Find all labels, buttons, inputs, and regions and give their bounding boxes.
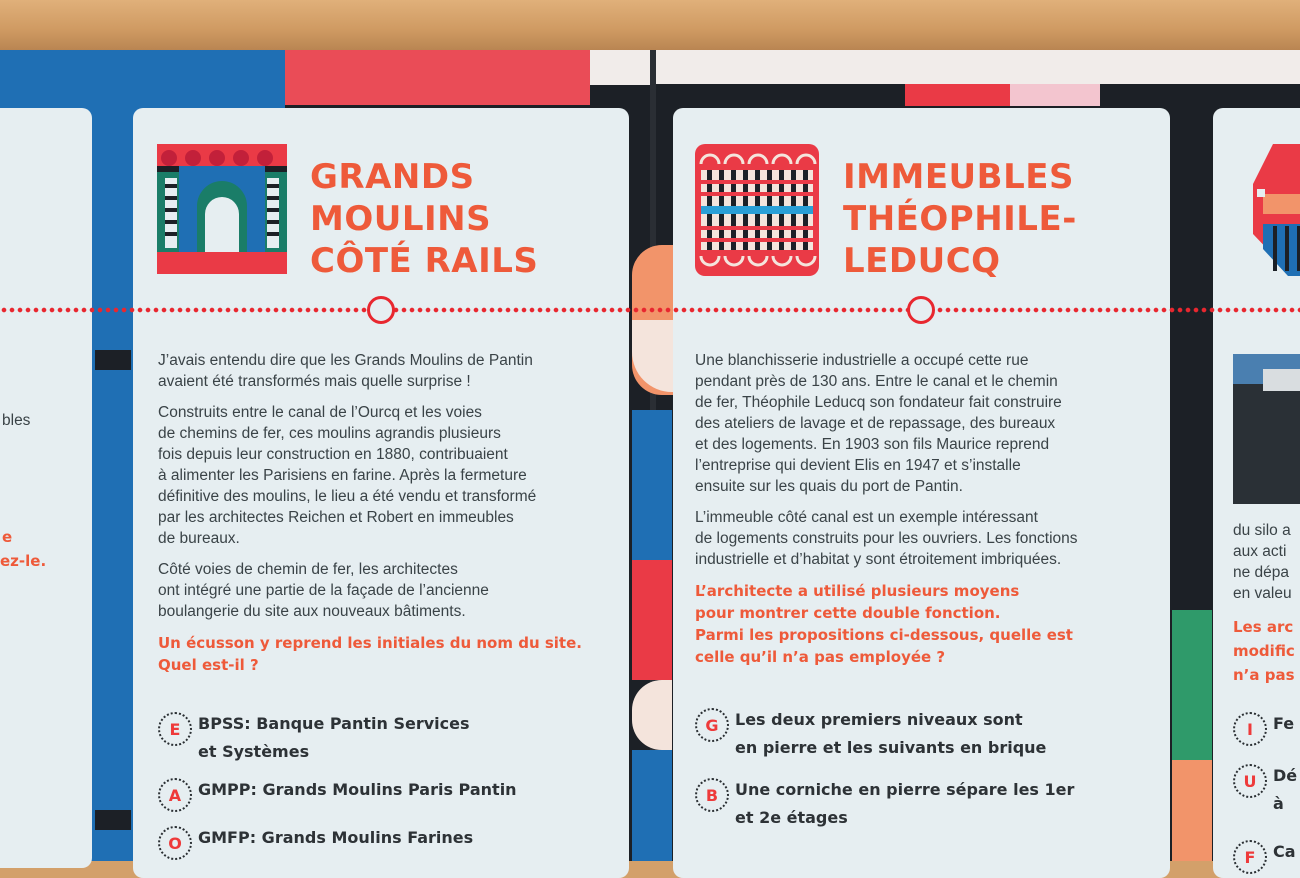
paragraph: Une blanchisserie industrielle a occupé cette rue pendant près de 130 ans. Entre le canal et le chemin de fer, Théophile Leducq son fondateur fait construire des ateliers de lavage et de repassage, des bureaux et des logements. En 1903 son fils Maurice reprend l’entreprise qui devient Elis en 1947 et s’installe ensuite sur les quais du port de Pantin.	[695, 352, 1062, 495]
edge-text-fragment: aux acti	[1233, 543, 1287, 560]
option-text: Fe	[1273, 714, 1295, 733]
card-immeubles-leducq	[673, 108, 1170, 878]
white-strip-top-right	[656, 50, 1300, 84]
paragraph: J’avais entendu dire que les Grands Moulins de Pantin avaient été transformés mais quelle surprise !	[158, 352, 533, 390]
option-text: Dé à	[1273, 766, 1298, 813]
edge-question-fragment-1: e	[2, 528, 13, 546]
title-line: GRANDS	[310, 157, 475, 197]
option-letter-badge: I	[1233, 712, 1267, 746]
blue-shape-mid	[632, 410, 672, 560]
option-letter-badge: B	[695, 778, 729, 812]
card1-options	[158, 714, 618, 860]
dark-stripe	[95, 350, 131, 370]
page-title-card2	[843, 156, 1077, 282]
title-line: CÔTÉ RAILS	[310, 241, 539, 281]
option-text: Une corniche en pierre sépare les 1er et 2e étages	[735, 780, 1075, 827]
photo-partial	[1233, 354, 1300, 504]
card-grands-moulins	[133, 108, 629, 878]
green-shape	[1172, 610, 1212, 760]
option-letter-badge: G	[695, 708, 729, 742]
page-title-card1	[310, 156, 538, 282]
pink-block-top-right	[1010, 84, 1100, 106]
title-line: LEDUCQ	[843, 241, 1001, 281]
grands-moulins-archway-icon	[157, 144, 287, 274]
paragraph: Construits entre le canal de l’Ourcq et les voies de chemins de fer, ces moulins agrandis plusieurs fois depuis leur construction en 1880, contribuaient à alimenter les Parisiens en farine. Après la fermeture définitive des moulins, le lieu a été vendu et transformé par les architectes Reichen et Robert en immeubles de bureaux.	[158, 404, 537, 547]
red-shape-mid	[632, 560, 672, 680]
wood-background	[0, 0, 1300, 50]
title-line: IMMEUBLES	[843, 157, 1074, 197]
question: Un écusson y reprend les initiales du nom du site. Quel est-il ?	[158, 634, 582, 674]
paragraph: L’immeuble côté canal est un exemple intéressant de logements construits pour les ouvriers. Les fonctions industrielle et d’habitat y sont étroitement imbriquées.	[695, 509, 1078, 568]
option-text: Ca	[1273, 842, 1296, 861]
answer-option[interactable]	[1233, 714, 1295, 746]
paragraph: Côté voies de chemin de fer, les architectes ont intégré une partie de la façade de l’ancienne boulangerie du site aux nouveaux bâtiments.	[158, 561, 489, 620]
blue-shape-low	[632, 750, 672, 861]
option-text: GMFP: Grands Moulins Farines	[198, 828, 474, 847]
dotted-route-line	[0, 306, 1300, 314]
answer-option[interactable]	[158, 780, 618, 812]
red-band	[285, 50, 535, 80]
option-letter-badge: F	[1233, 840, 1267, 874]
option-letter-badge: O	[158, 826, 192, 860]
question: L’architecte a utilisé plusieurs moyens pour montrer cette double fonction. Parmi les propositions ci-dessous, quelle est celle qu’il n’a pas employée ?	[695, 582, 1073, 666]
route-marker-ring	[367, 296, 395, 324]
title-line: MOULINS	[310, 199, 492, 239]
route-marker-ring	[907, 296, 935, 324]
building-icon-partial	[1233, 144, 1300, 276]
card-left-edge	[0, 108, 92, 868]
option-letter-badge: U	[1233, 764, 1267, 798]
option-letter-badge: E	[158, 712, 192, 746]
answer-option[interactable]	[695, 710, 1160, 762]
edge-question-fragment-2: ez-le.	[0, 552, 47, 570]
edge-question-fragment: Les arc	[1233, 618, 1294, 636]
immeubles-leducq-facade-icon	[695, 144, 819, 276]
card2-options	[695, 710, 1160, 832]
answer-option[interactable]	[158, 828, 618, 860]
edge-text-fragment: en valeu	[1233, 585, 1292, 602]
answer-option[interactable]	[1233, 766, 1298, 818]
edge-text-fragment: du silo a	[1233, 522, 1291, 539]
answer-option[interactable]	[1233, 842, 1296, 874]
card1-body	[158, 350, 618, 676]
answer-option[interactable]	[158, 714, 618, 766]
edge-text-fragment: ne dépa	[1233, 564, 1290, 581]
answer-option[interactable]	[695, 780, 1160, 832]
dark-block-top-right	[656, 84, 905, 106]
option-text: BPSS: Banque Pantin Services et Systèmes	[198, 714, 470, 761]
card-right-edge	[1213, 108, 1300, 878]
option-text: Les deux premiers niveaux sont en pierre et les suivants en brique	[735, 710, 1047, 757]
edge-question-fragment: n’a pas	[1233, 666, 1295, 684]
card2-body	[695, 350, 1160, 668]
edge-question-fragment: modific	[1233, 642, 1295, 660]
title-line: THÉOPHILE-	[843, 199, 1077, 239]
white-block-top	[590, 50, 650, 85]
dark-stripe-low	[95, 810, 131, 830]
cream-shape-low	[632, 680, 672, 750]
option-letter-badge: A	[158, 778, 192, 812]
option-text: GMPP: Grands Moulins Paris Pantin	[198, 780, 517, 799]
orange-shape-right	[1172, 760, 1212, 861]
edge-text-fragment: bles	[2, 412, 31, 429]
red-block-top-right	[905, 84, 1010, 106]
